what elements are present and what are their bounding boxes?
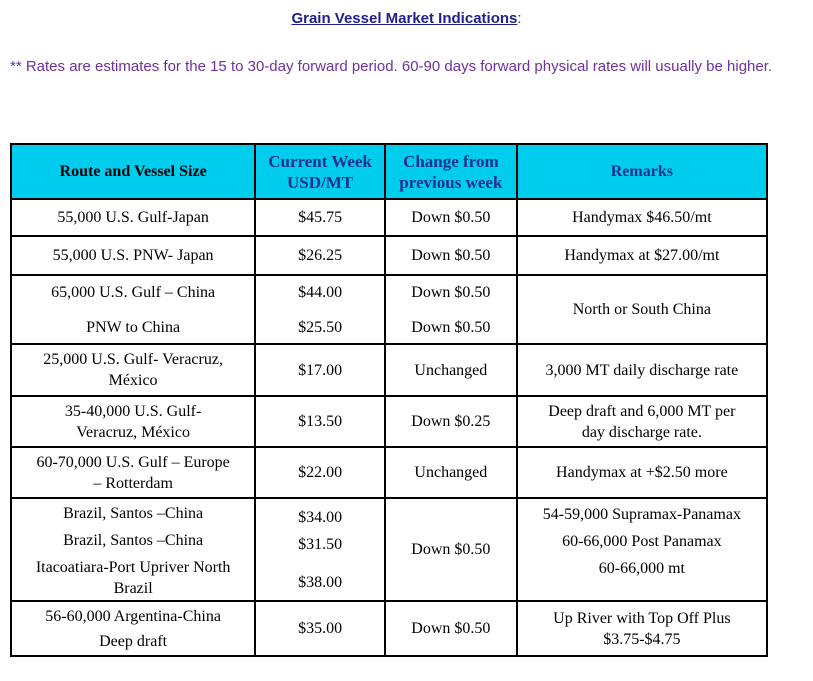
header-change-line1: Change from — [403, 151, 499, 171]
route-line: México — [108, 372, 158, 389]
cell-remarks: Handymax $46.50/mt — [517, 199, 767, 236]
cell-remarks: Handymax at +$2.50 more — [517, 447, 767, 498]
route-line: – Rotterdam — [93, 474, 173, 492]
route-line: 60-70,000 U.S. Gulf – Europe — [36, 453, 230, 471]
table-row — [11, 236, 767, 275]
header-current-line1: Current Week — [268, 151, 372, 171]
table-row — [11, 498, 767, 601]
cell-current — [255, 498, 385, 601]
route-line: Deep draft — [99, 632, 168, 650]
header-route: Route and Vessel Size — [11, 144, 255, 199]
header-change-line2: previous week — [399, 172, 503, 192]
cell-current: $45.75 — [255, 199, 385, 236]
cell-current: $22.00 — [255, 447, 385, 498]
route-line: Itacoatiara-Port Upriver North — [35, 559, 231, 576]
cell-current: $35.00 — [255, 601, 385, 656]
table-row — [11, 447, 767, 498]
current-value: $44.00 — [298, 283, 343, 301]
remarks-line: $3.75-$4.75 — [603, 630, 681, 648]
page-heading — [0, 10, 813, 27]
cell-route: 55,000 U.S. PNW- Japan — [11, 236, 255, 275]
route-line: Veracruz, México — [76, 423, 190, 441]
table-row — [11, 396, 767, 447]
table-row — [11, 601, 767, 656]
header-remarks: Remarks — [517, 144, 767, 199]
route-line: 25,000 U.S. Gulf- Veracruz, — [43, 351, 223, 368]
table-row — [11, 275, 767, 344]
route-line: 35-40,000 U.S. Gulf- — [64, 402, 202, 420]
cell-route — [11, 601, 255, 656]
rates-note: ** Rates are estimates for the 15 to 30-day forward period. 60-90 days forward physical rates will usually be higher. — [10, 58, 773, 75]
cell-route — [11, 498, 255, 601]
cell-change: Down $0.50 — [385, 199, 517, 236]
heading-colon: : — [517, 10, 522, 27]
table-row — [11, 199, 767, 236]
cell-change: Down $0.50 — [385, 498, 517, 601]
remarks-line: day discharge rate. — [581, 423, 702, 441]
remarks-line: Deep draft and 6,000 MT per — [548, 402, 736, 420]
cell-route — [11, 396, 255, 447]
cell-remarks — [517, 601, 767, 656]
current-value: $25.50 — [298, 318, 343, 336]
cell-route: 55,000 U.S. Gulf-Japan — [11, 199, 255, 236]
current-value: $38.00 — [298, 573, 343, 591]
cell-current: $26.25 — [255, 236, 385, 275]
change-value: Down $0.50 — [411, 318, 491, 336]
cell-current: $13.50 — [255, 396, 385, 447]
header-current-line2: USD/MT — [287, 172, 354, 192]
route-line: 65,000 U.S. Gulf – China — [51, 283, 216, 301]
cell-remarks: Handymax at $27.00/mt — [517, 236, 767, 275]
remarks-line: 60-66,000 mt — [598, 560, 685, 577]
cell-change: Down $0.50 — [385, 601, 517, 656]
cell-current: $17.00 — [255, 344, 385, 396]
route-line: Brazil, Santos –China — [63, 532, 204, 549]
cell-change: Down $0.25 — [385, 396, 517, 447]
cell-remarks: North or South China — [517, 275, 767, 344]
route-line: 56-60,000 Argentina-China — [45, 607, 221, 625]
cell-change — [385, 275, 517, 344]
change-value: Down $0.50 — [411, 283, 491, 301]
route-line: PNW to China — [86, 318, 181, 336]
cell-route — [11, 447, 255, 498]
route-line: Brazil — [113, 580, 153, 597]
current-value: $31.50 — [298, 535, 343, 553]
heading-title: Grain Vessel Market Indications — [291, 10, 518, 27]
table-header-row — [11, 144, 767, 199]
cell-remarks: 3,000 MT daily discharge rate — [517, 344, 767, 396]
rates-table — [10, 143, 768, 657]
cell-remarks — [517, 396, 767, 447]
header-current-week — [255, 144, 385, 199]
cell-change: Down $0.50 — [385, 236, 517, 275]
remarks-line: Up River with Top Off Plus — [553, 609, 731, 627]
cell-remarks — [517, 498, 767, 601]
cell-current — [255, 275, 385, 344]
cell-route — [11, 275, 255, 344]
cell-change: Unchanged — [385, 447, 517, 498]
cell-route — [11, 344, 255, 396]
remarks-line: 54-59,000 Supramax-Panamax — [542, 506, 741, 523]
header-change — [385, 144, 517, 199]
table-row — [11, 344, 767, 396]
current-value: $34.00 — [298, 508, 343, 526]
cell-change: Unchanged — [385, 344, 517, 396]
route-line: Brazil, Santos –China — [63, 505, 204, 522]
remarks-line: 60-66,000 Post Panamax — [562, 533, 722, 550]
